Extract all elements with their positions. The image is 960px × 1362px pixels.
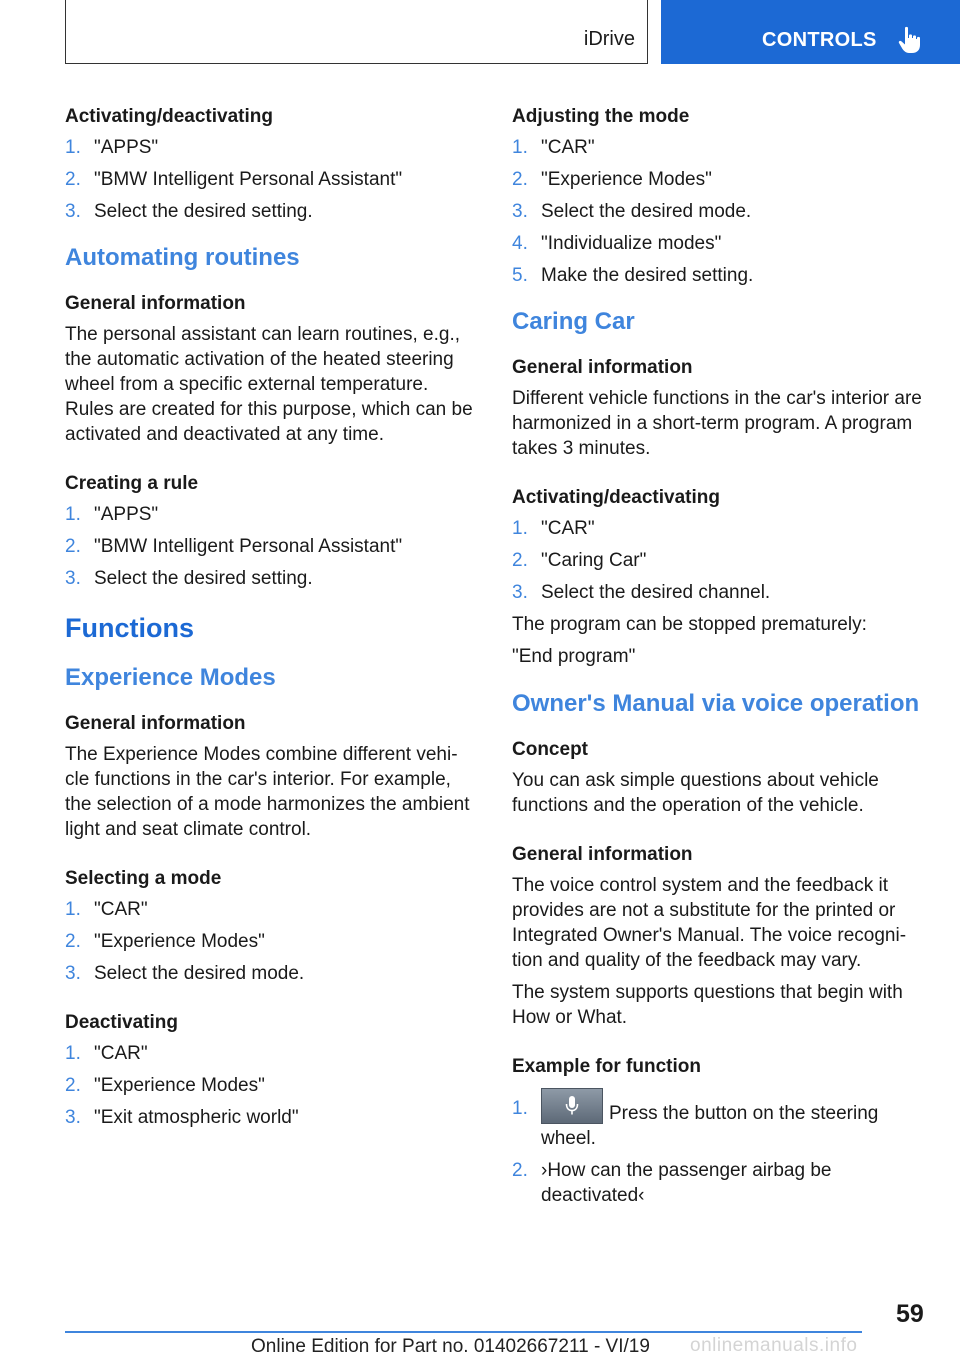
experience-info-heading: General information [65, 713, 246, 734]
header-chapter-tab [661, 0, 960, 64]
deactivating-steps [65, 1041, 477, 1130]
experience-heading: Experience Modes [65, 664, 276, 691]
list-item: 2. "BMW Intelligent Personal Assistant" [65, 536, 403, 557]
concept-text: You can ask simple questions about vehicle functions and the operation of the vehicle. [512, 770, 879, 816]
list-item: 2. "Caring Car" [512, 550, 647, 571]
automating-heading: Automating routines [65, 244, 300, 271]
right-column [512, 104, 932, 1208]
header-chapter-label: CONTROLS [762, 29, 877, 51]
end-program-text: "End program" [512, 646, 636, 667]
automating-info-heading: General information [65, 293, 246, 314]
activating-heading: Activating/deactivating [65, 106, 273, 127]
functions-heading: Functions [65, 613, 194, 643]
list-item: 1. "CAR" [65, 899, 148, 920]
list-item: 1. "APPS" [65, 504, 159, 525]
experience-text: The Experience Modes combine different vehi-cle functions in the car's interior. For example, the selection of a mode harmonizes the ambient light and seat climate control. [65, 744, 470, 840]
stop-text: The program can be stopped prematurely: [512, 614, 867, 635]
list-item: 3. Select the desired mode. [65, 963, 305, 984]
list-item: 3. "Exit atmospheric world" [65, 1107, 299, 1128]
list-item: 3. Select the desired mode. [512, 201, 752, 222]
deactivating-heading: Deactivating [65, 1012, 178, 1033]
selecting-steps [65, 897, 477, 986]
microphone-icon [541, 1088, 603, 1124]
list-item: 3. Select the desired setting. [65, 201, 313, 222]
list-item: 1. Press the button on the steering wheel. [512, 1088, 932, 1151]
selecting-heading: Selecting a mode [65, 868, 222, 889]
list-item: 2. "Experience Modes" [65, 931, 265, 952]
automating-text: The personal assistant can learn routines, e.g., the automatic activation of the heated steering wheel from a specific external temperature. Rules are created for this purpose, which can be activated and deactivated at any time. [65, 324, 473, 445]
edition-text: Online Edition for Part no. 01402667211 - VI/19 [251, 1336, 650, 1357]
example-steps [512, 1088, 932, 1208]
caring-activating-heading: Activating/deactivating [512, 487, 720, 508]
page-number: 59 [896, 1300, 924, 1328]
left-column [65, 104, 477, 1130]
adjusting-steps [512, 135, 932, 288]
caring-steps [512, 516, 932, 605]
list-item: 1. "CAR" [512, 137, 595, 158]
list-item: 3. Select the desired channel. [512, 582, 771, 603]
list-item: 1. "APPS" [65, 137, 159, 158]
concept-heading: Concept [512, 739, 588, 760]
manual-voice-heading: Owner's Manual via voice operation [512, 690, 920, 717]
watermark-text: onlinemanuals.info [690, 1335, 858, 1356]
supports-text: The system supports questions that begin with How or What. [512, 982, 903, 1028]
footer-rule [65, 1331, 862, 1333]
manual-info-heading: General information [512, 844, 693, 865]
caring-info-heading: General information [512, 357, 693, 378]
rule-heading: Creating a rule [65, 473, 199, 494]
list-item: 5. Make the desired setting. [512, 265, 754, 286]
list-item: 1. "CAR" [512, 518, 595, 539]
rule-steps [65, 502, 477, 591]
list-item: 2. ›How can the passenger airbag be deactivated‹ [512, 1160, 832, 1206]
list-item: 2. "Experience Modes" [512, 169, 712, 190]
caring-text: Different vehicle functions in the car's interior are harmonized in a short-term program. A program takes 3 minutes. [512, 388, 922, 459]
list-item: 2. "Experience Modes" [65, 1075, 265, 1096]
example-heading: Example for function [512, 1056, 701, 1077]
adjusting-heading: Adjusting the mode [512, 106, 690, 127]
caring-heading: Caring Car [512, 308, 635, 335]
header-section-label: iDrive [583, 28, 635, 50]
list-item: 1. "CAR" [65, 1043, 148, 1064]
manual-info-text: The voice control system and the feedback it provides are not a substitute for the printed or Integrated Owner's Manual. The voice recogni-tion and quality of the feedback may vary. [512, 875, 907, 971]
header-section-box [65, 0, 648, 64]
pointing-hand-icon [897, 26, 923, 59]
list-item: 4. "Individualize modes" [512, 233, 722, 254]
list-item: 3. Select the desired setting. [65, 568, 313, 589]
activating-steps [65, 135, 477, 224]
list-item: 2. "BMW Intelligent Personal Assistant" [65, 169, 403, 190]
